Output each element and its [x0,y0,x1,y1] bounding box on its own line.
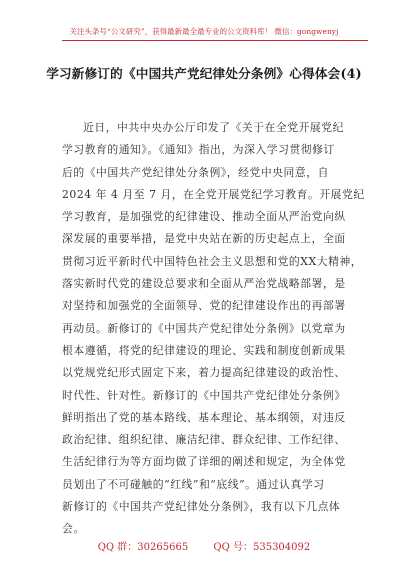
body-line: 政治纪律、组织纪律、廉洁纪律、群众纪律、工作纪律、 [62,433,346,447]
body-line: 再动员。新修订的《中国共产党纪律处分条例》以党章为 [62,321,346,335]
body-line: 时代性、针对性。新修订的《中国共产党纪律处分条例》 [62,388,346,402]
footer-contact [0,538,408,553]
body-line: 落实新时代党的建设总要求和全面从严治党战略部署，是 [62,277,346,291]
body-line: 以党规党纪形式固定下来，着力提高纪律建设的政治性、 [62,366,346,380]
body-line: 近日，中共中央办公厅印发了《关于在全党开展党纪 [83,121,344,134]
body-line: 鲜明指出了党的基本路线、基本理论、基本纲领，对违反 [62,410,346,424]
body-line: 生活纪律行为等方面均做了详细的阐述和规定，为全体党 [62,455,346,469]
footer-qq-group: QQ 群：30265665 [97,542,189,553]
document-body [62,117,365,541]
body-line: 贯彻习近平新时代中国特色社会主义思想和党的XX大精神， [62,254,363,268]
body-line: 新修订的《中国共产党纪律处分条例》，我有以下几点体 [62,500,341,514]
body-line: 员划出了不可碰触的“红线”和“底线”。通过认真学习 [62,477,325,491]
body-line: 学习教育的通知》。《通知》指出，为深入学习贯彻修订 [62,143,335,157]
body-line: 后的《中国共产党纪律处分条例》，经党中央同意，自 [62,165,329,179]
body-line: 根本遵循，将党的纪律建设的理论、实践和制度创新成果 [62,343,346,357]
body-line: 2024 年 4 月至 7 月，在全党开展党纪学习教育。开展党纪 [62,187,365,201]
body-line: 对坚持和加强党的全面领导、党的纪律建设作出的再部署 [62,299,346,313]
footer-qq-number: QQ 号：535304092 [213,542,311,553]
body-line: 深发展的重要举措，是党中央站在新的历史起点上，全面 [62,232,346,246]
header-banner: 关注头条号“公文研究”，获得最新最全最专业的公文资料库！ 微信：gongwenyj [69,27,339,36]
document-title: 学习新修订的《中国共产党纪律处分条例》心得体会(4) [46,66,362,81]
header-divider [62,40,368,41]
body-line: 学习教育，是加强党的纪律建设、推动全面从严治党向纵 [62,210,346,224]
body-line: 会。 [62,522,85,536]
